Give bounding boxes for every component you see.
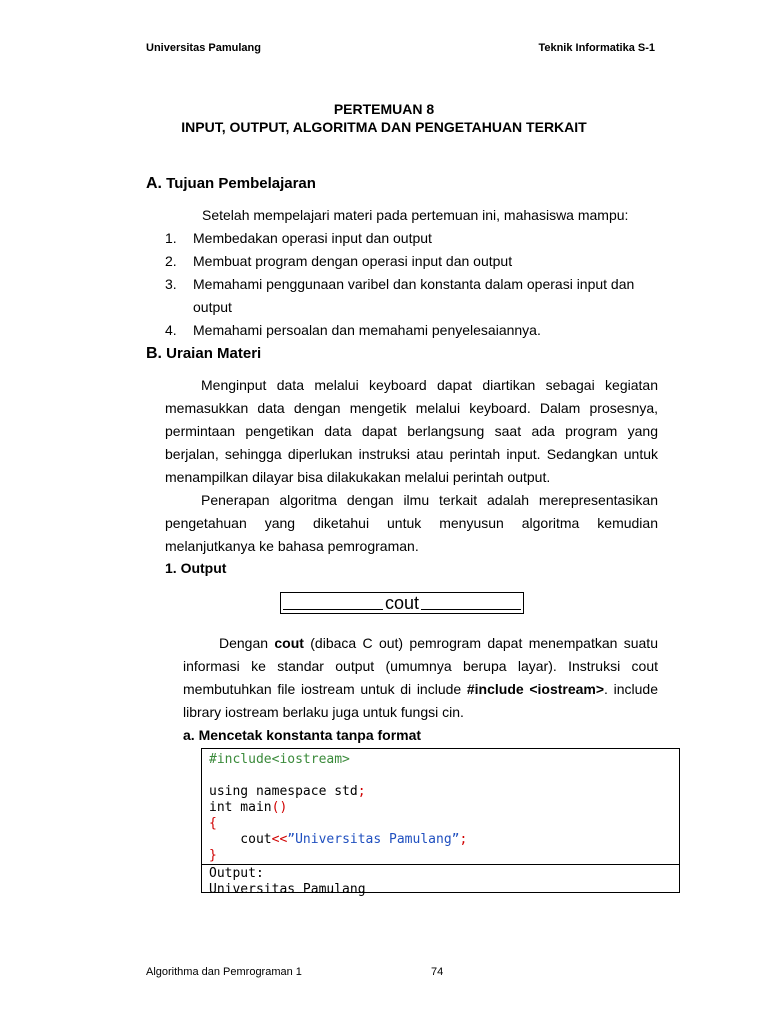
code-semicolon: ; <box>357 784 366 799</box>
sub-heading-a: a. Mencetak konstanta tanpa format <box>183 727 422 743</box>
section-a-heading <box>146 175 316 193</box>
code-block <box>202 749 679 864</box>
cout-desc-bold: cout <box>274 635 304 651</box>
list-item-text: Memahami penggunaan varibel dan konstanta dalam operasi input dan output <box>193 276 635 315</box>
objectives-list <box>165 227 645 342</box>
output-value: Universitas Pamulang <box>209 882 366 897</box>
list-item-number: 1. <box>165 230 177 246</box>
code-string-literal: ”Universitas Pamulang” <box>287 832 460 847</box>
code-open-brace: { <box>209 816 217 831</box>
section-a-title: Tujuan Pembelajaran <box>166 175 316 192</box>
paragraph-algorithm: Penerapan algoritma dengan ilmu terkait adalah merepresentasikan pengetahuan yang diketahui untuk menyusun algoritma kemudian melanjutkanya ke bahasa pemrograman. <box>165 492 658 554</box>
paragraph-cout <box>183 632 658 724</box>
code-close-brace: } <box>209 848 217 863</box>
footer-left: Algorithma dan Pemrograman 1 <box>146 966 302 978</box>
code-parens: () <box>271 800 288 815</box>
list-item <box>165 227 645 250</box>
list-item-text: Membedakan operasi input dan output <box>193 230 432 246</box>
code-using: using namespace std <box>209 784 358 799</box>
section-b-heading <box>146 345 261 363</box>
section-b-letter: B. <box>146 345 162 362</box>
code-int-main: int main <box>209 800 272 815</box>
page-number: 74 <box>431 966 444 978</box>
output-label: Output: <box>209 866 264 881</box>
code-cout: cout <box>209 832 272 847</box>
page-title-line2: INPUT, OUTPUT, ALGORITMA DAN PENGETAHUAN TERKAIT <box>181 119 587 135</box>
cout-box-word-wrap <box>281 593 523 613</box>
cout-desc-mid: (dibaca C out) pemrogram dapat menempatkan suatu informasi ke standar output (umumnya berupa layar). Instruksi cout membutuhkan file iostream untuk di include <box>183 635 658 697</box>
section-a-intro: Setelah mempelajari materi pada pertemuan ini, mahasiswa mampu: <box>202 207 629 223</box>
list-item-text: Memahami persoalan dan memahami penyelesaiannya. <box>193 322 541 338</box>
page-title-line1: PERTEMUAN 8 <box>333 101 435 117</box>
section-a-letter: A. <box>146 175 162 192</box>
header-right: Teknik Informatika S-1 <box>538 42 655 54</box>
list-item <box>165 250 645 273</box>
code-box <box>201 748 680 897</box>
list-item-number: 3. <box>165 276 177 292</box>
output-section <box>202 864 679 898</box>
list-item <box>165 319 645 342</box>
include-directive-bold: #include <iostream> <box>466 681 605 697</box>
list-item <box>165 273 645 319</box>
paragraph-input: Menginput data melalui keyboard dapat diartikan sebagai kegiatan memasukkan data dengan mengetik melalui keyboard. Dalam prosesnya, permintaan pengetikan data dapat berlangsung saat ada program yang berjalan, sehingga diperlukan instruksi atau perintah input. Sedangkan untuk menampilkan dilayar bisa dilakukakan melalui perintah output. <box>165 377 658 485</box>
code-semicolon: ; <box>459 832 468 847</box>
list-item-number: 2. <box>165 253 177 269</box>
list-item-text: Membuat program dengan operasi input dan output <box>193 253 513 269</box>
output-heading: 1. Output <box>165 560 227 576</box>
cout-box <box>280 592 524 614</box>
code-include: #include<iostream> <box>209 752 350 767</box>
cout-desc-pre: Dengan <box>219 635 275 651</box>
section-b-title: Uraian Materi <box>166 345 262 362</box>
header-left: Universitas Pamulang <box>146 42 261 54</box>
list-item-number: 4. <box>165 322 177 338</box>
code-stream-operator: << <box>271 832 288 847</box>
cout-desc-post: . include library iostream berlaku juga untuk fungsi cin. <box>183 681 658 720</box>
cout-box-label: cout <box>384 593 420 613</box>
